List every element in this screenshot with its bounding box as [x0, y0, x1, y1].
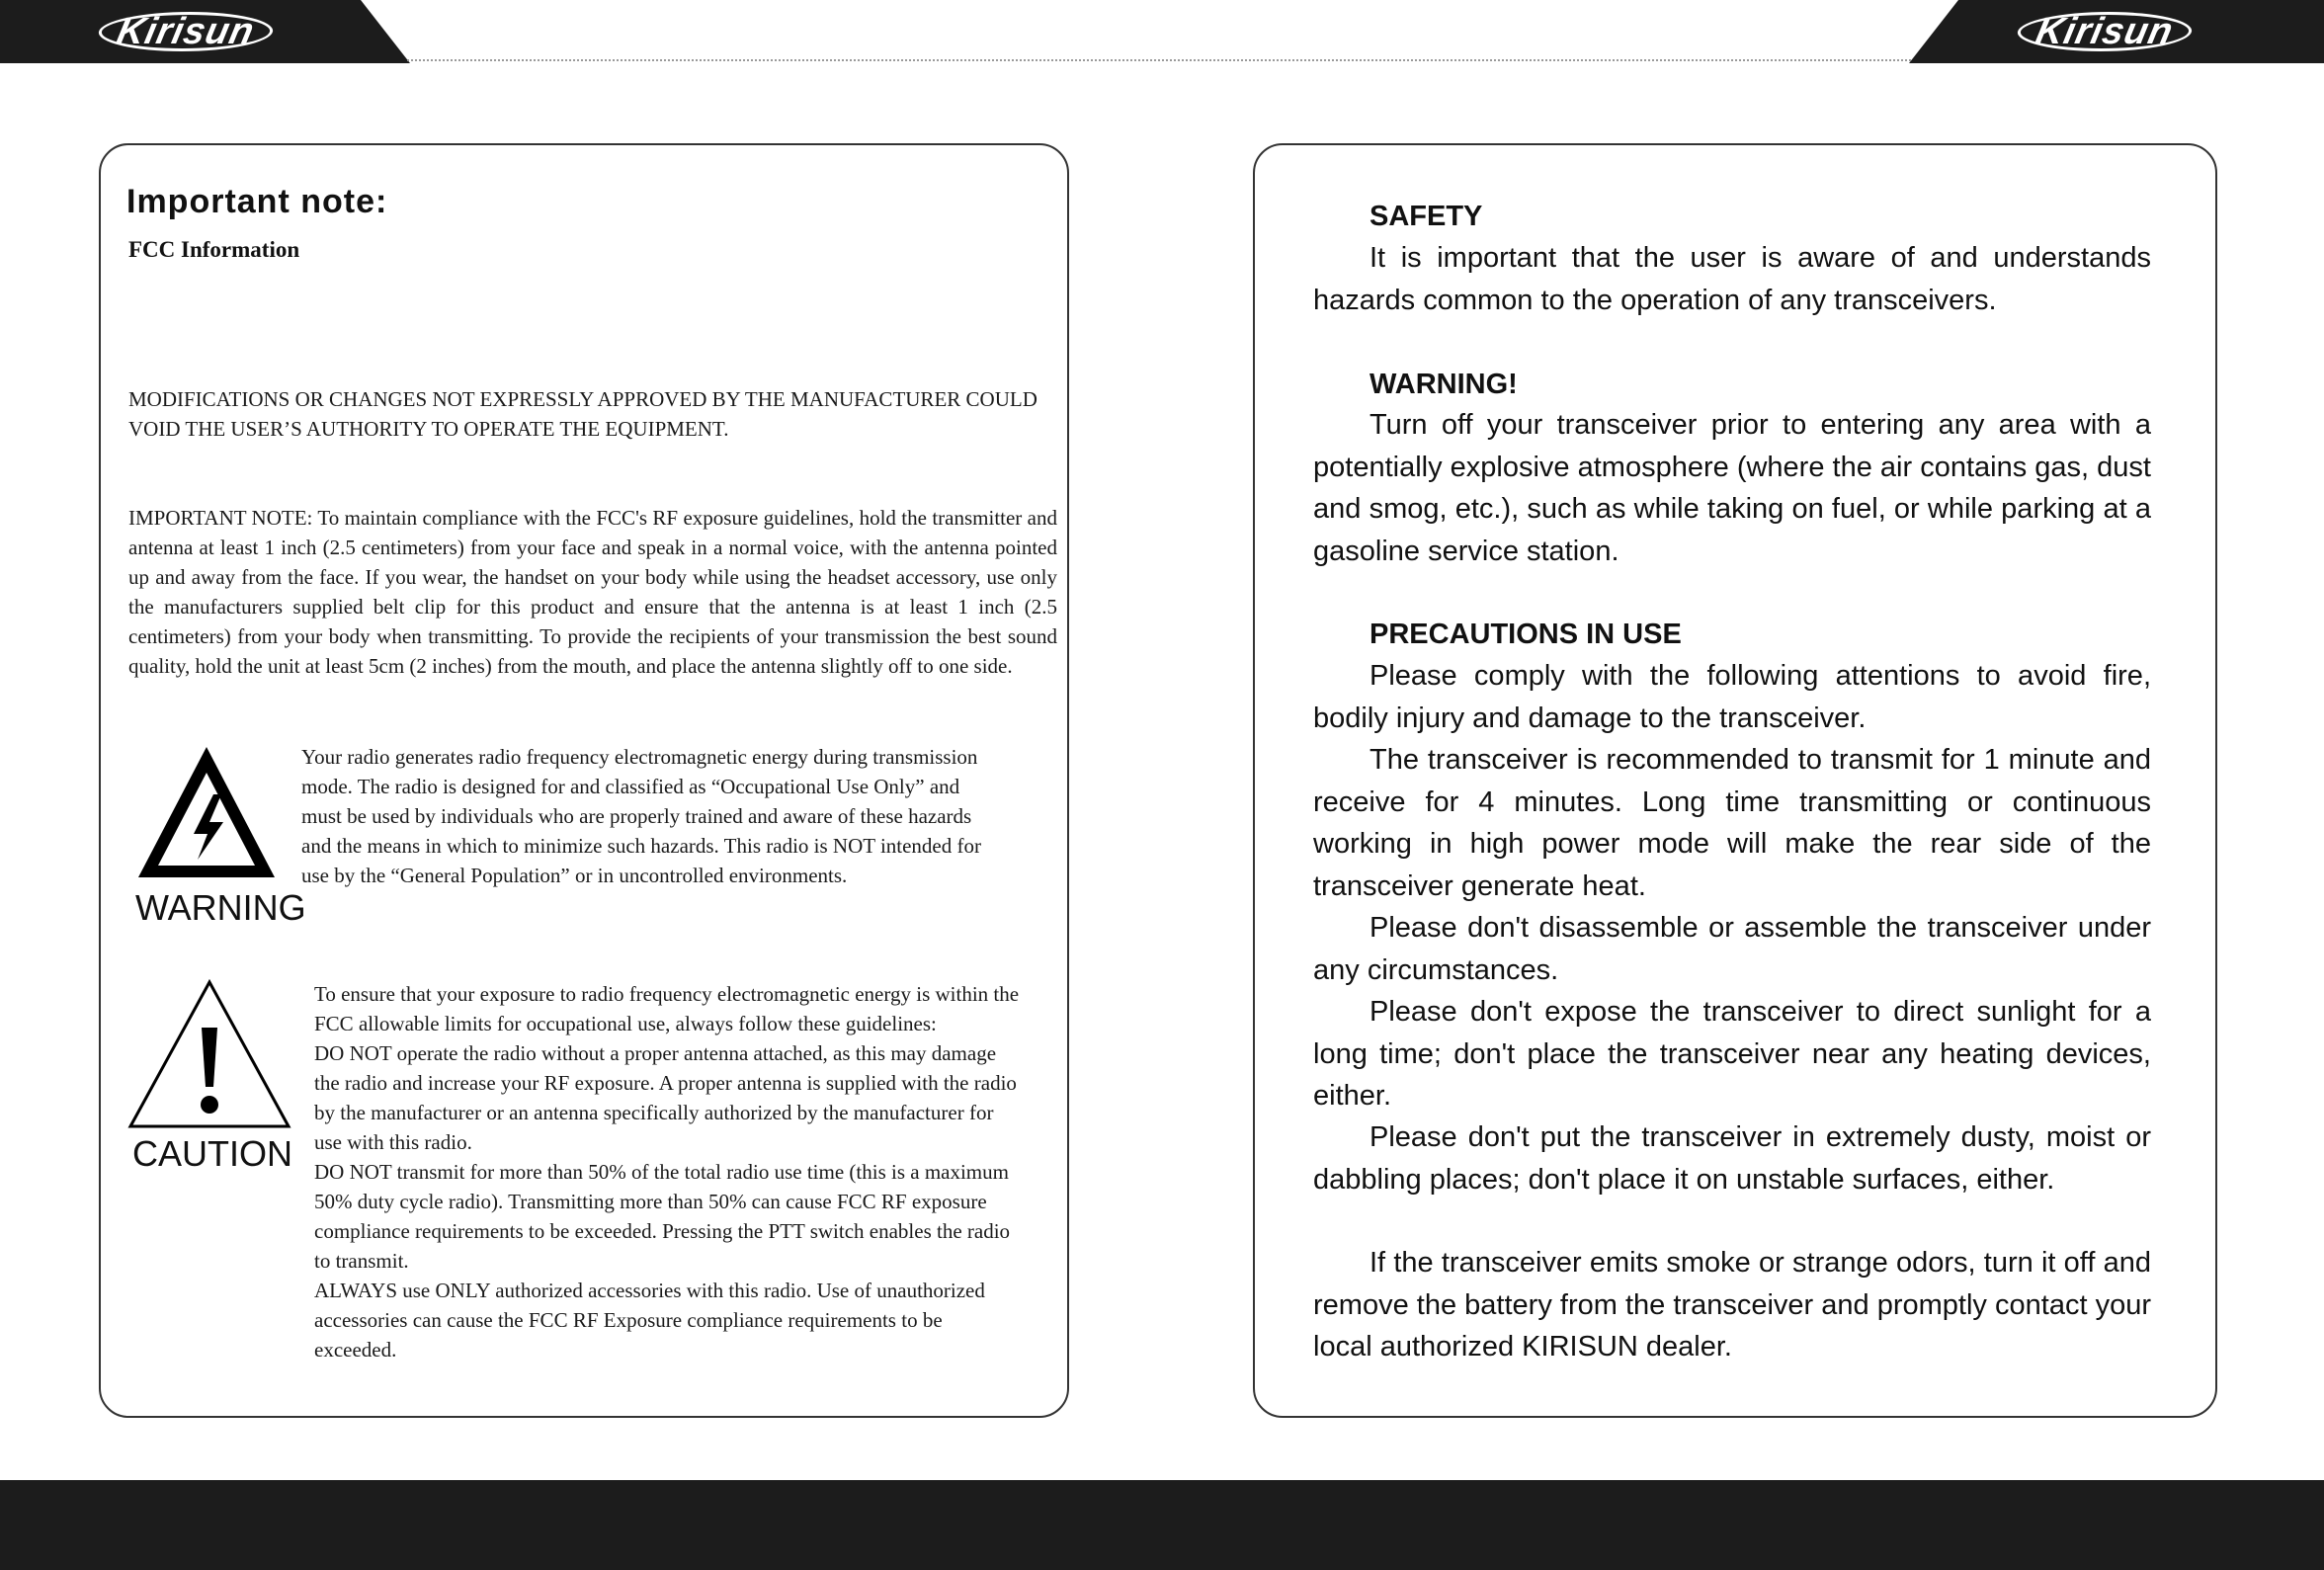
precaution-item: Please comply with the following attentions to avoid fire, bodily injury and damage to the transceiver. — [1313, 660, 2151, 734]
kirisun-logo-left — [99, 10, 273, 53]
high-voltage-warning-icon — [132, 743, 281, 881]
fcc-information-heading: FCC Information — [128, 237, 300, 262]
safety-text: It is important that the user is aware of and understands hazards common to the operation of any transceivers. — [1313, 242, 2151, 316]
header-dotted-rule — [407, 59, 1911, 61]
precaution-item: Please don't disassemble or assemble the transceiver under any circumstances. — [1313, 912, 2151, 986]
warning-text: Turn off your transceiver prior to entering any area with a potentially explosive atmosphere (where the air contains gas, dust and smog, etc.), such as while taking on fuel, or while parking at a gasoline service station. — [1313, 409, 2151, 567]
important-note-title: Important note: — [126, 183, 388, 220]
exclamation-caution-icon — [126, 978, 292, 1136]
guideline-antenna: DO NOT operate the radio without a proper antenna attached, as this may damage the radio and increase your RF exposure. A proper antenna is supplied with the radio by the manufacturer or an antenna specifically authorized by the manufacturer for use with this radio. — [314, 1041, 1017, 1154]
precaution-item: Please don't expose the transceiver to direct sunlight for a long time; don't place the transceiver near any heating devices, either. — [1313, 996, 2151, 1112]
safety-heading: SAFETY — [1370, 201, 1483, 232]
modifications-notice: MODIFICATIONS OR CHANGES NOT EXPRESSLY APPROVED BY THE MANUFACTURER COULD VOID THE USER’S AUTHORITY TO OPERATE THE EQUIPMENT. — [128, 387, 1038, 441]
logo-text-right: Kirisun — [2014, 12, 2196, 51]
precaution-item: Please don't put the transceiver in extremely dusty, moist or dabbling places; don't place it on unstable surfaces, either. — [1313, 1121, 2151, 1196]
logo-text-left: Kirisun — [95, 12, 277, 51]
caution-label: CAUTION — [132, 1133, 292, 1174]
guideline-accessories: ALWAYS use ONLY authorized accessories with this radio. Use of unauthorized accessories can cause the FCC RF Exposure compliance requirements to be exceeded. — [314, 1279, 985, 1362]
rf-energy-warning-text: Your radio generates radio frequency electromagnetic energy during transmission mode. The radio is designed for and classified as “Occupational Use Only” and must be used by individuals who are properly trained and aware of these hazards and the means in which to minimize such hazards. This radio is NOT intended for use by the “General Population” or in uncontrolled environments. — [301, 745, 981, 887]
precaution-item: If the transceiver emits smoke or strange odors, turn it off and remove the battery from the transceiver and promptly contact your local authorized KIRISUN dealer. — [1313, 1247, 2151, 1363]
guidelines-intro: To ensure that your exposure to radio frequency electromagnetic energy is within the FCC allowable limits for occupational use, always follow these guidelines: — [314, 982, 1020, 1035]
precaution-item: The transceiver is recommended to transmit for 1 minute and receive for 4 minutes. Long time transmitting or continuous working in high power mode will make the rear side of the transceiver generate heat. — [1313, 744, 2151, 902]
warning-heading: WARNING! — [1370, 369, 1518, 400]
precautions-heading: PRECAUTIONS IN USE — [1370, 619, 1682, 650]
page-footer — [0, 1480, 2324, 1570]
kirisun-logo-right — [2018, 10, 2192, 53]
rf-exposure-guidelines — [314, 979, 1026, 1364]
important-note-text: IMPORTANT NOTE: To maintain compliance with the FCC's RF exposure guidelines, hold the transmitter and antenna at least 1 inch (2.5 centimeters) from your face and speak in a normal voice, with the antenna pointed up and away from the face. If you wear, the handset on your body while using the headset accessory, use only the manufacturers supplied belt clip for this product and ensure that the antenna is at least 1 inch (2.5 centimeters) from your body when transmitting. To provide the recipients of your transmission the best sound quality, hold the unit at least 5cm (2 inches) from the mouth, and place the antenna slightly off to one side. — [128, 506, 1057, 678]
guideline-duty-cycle: DO NOT transmit for more than 50% of the total radio use time (this is a maximum 50% duty cycle radio). Transmitting more than 50% can cause FCC RF exposure compliance requirements to be exceeded. Pressing the PTT switch enables the radio to transmit. — [314, 1160, 1011, 1273]
warning-label: WARNING — [135, 887, 306, 928]
